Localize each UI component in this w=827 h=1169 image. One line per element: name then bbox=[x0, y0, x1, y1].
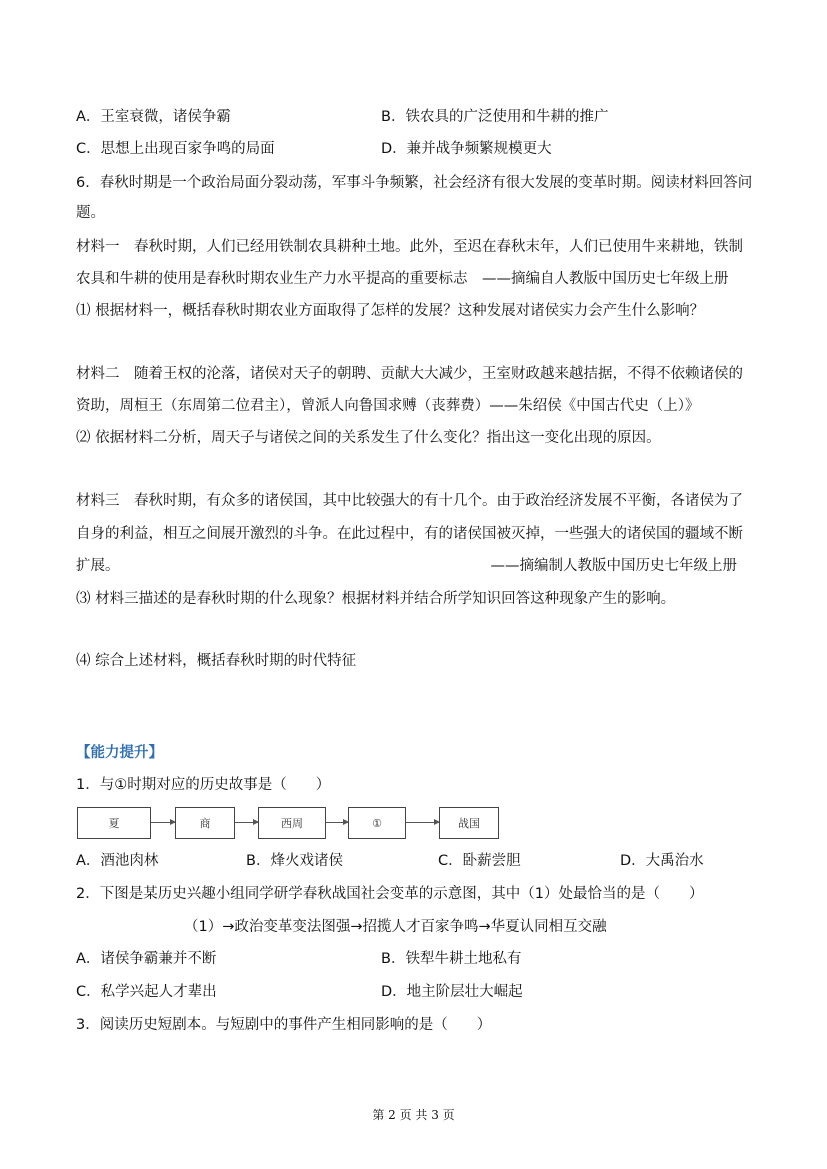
q5-option-c: C．思想上出现百家争鸣的局面 bbox=[76, 141, 275, 157]
q6-sub1: ⑴ 根据材料一，概括春秋时期农业方面取得了怎样的发展？这种发展对诸侯实力会产生什么影响？ bbox=[76, 303, 705, 319]
timeline-box-zhanguo: 战国 bbox=[439, 807, 499, 839]
ab-q2-option-d: D．地主阶层壮大崛起 bbox=[381, 984, 523, 1000]
ab-q1-option-d: D．大禹治水 bbox=[620, 853, 704, 869]
ab-q1-option-b: B．烽火戏诸侯 bbox=[246, 853, 343, 869]
timeline-box-xizhou: 西周 bbox=[258, 807, 326, 839]
timeline-arrow bbox=[326, 822, 348, 823]
q6-sub2: ⑵ 依据材料二分析，周天子与诸侯之间的关系发生了什么变化？指出这一变化出现的原因。 bbox=[76, 430, 661, 446]
ab-q2-option-a: A．诸侯争霸兼并不断 bbox=[76, 951, 217, 967]
ab-q2-flow: （1）→政治变革变法图强→招揽人才百家争鸣→华夏认同相互交融 bbox=[184, 919, 607, 935]
q6-material2-line1: 材料二 随着王权的沦落，诸侯对天子的朝聘、贡献大大减少，王室财政越来越拮据，不得不依赖诸侯的 bbox=[76, 366, 743, 382]
q6-stem-line1: 6．春秋时期是一个政治局面分裂动荡，军事斗争频繁，社会经济有很大发展的变革时期。阅读材料回答问 bbox=[76, 175, 753, 191]
q6-stem-line2: 题。 bbox=[76, 205, 105, 221]
q6-material1-line2: 农具和牛耕的使用是春秋时期农业生产力水平提高的重要标志 ——摘编自人教版中国历史七年级上册 bbox=[76, 271, 729, 287]
q6-material3-line1: 材料三 春秋时期，有众多的诸侯国，其中比较强大的有十几个。由于政治经济发展不平衡，各诸侯为了 bbox=[76, 493, 743, 509]
q5-option-a: A．王室衰微，诸侯争霸 bbox=[76, 109, 231, 125]
q6-material3-line3: 扩展。 bbox=[76, 558, 120, 574]
q5-option-d: D．兼并战争频繁规模更大 bbox=[381, 141, 552, 157]
q6-material2-line2: 资助，周桓王（东周第二位君主），曾派人向鲁国求赙（丧葬费）——朱绍侯《中国古代史（上）》 bbox=[76, 398, 700, 414]
q6-sub4: ⑷ 综合上述材料，概括春秋时期的时代特征 bbox=[76, 653, 357, 669]
section-heading: 【能力提升】 bbox=[76, 745, 163, 761]
q5-option-b: B．铁农具的广泛使用和牛耕的推广 bbox=[381, 109, 609, 125]
timeline-box-xia: 夏 bbox=[77, 807, 151, 839]
page-footer: 第 2 页 共 3 页 bbox=[372, 1108, 455, 1122]
timeline-arrow bbox=[151, 822, 175, 823]
ab-q2-option-b: B．铁犁牛耕土地私有 bbox=[381, 951, 522, 967]
timeline-arrow bbox=[406, 822, 439, 823]
q6-material3-source: ——摘编制人教版中国历史七年级上册 bbox=[490, 558, 737, 574]
ab-q2-option-c: C．私学兴起人才辈出 bbox=[76, 984, 217, 1000]
ab-q2-stem: 2．下图是某历史兴趣小组同学研学春秋战国社会变革的示意图，其中（1）处最恰当的是（ ） bbox=[76, 886, 704, 902]
timeline-box-shang: 商 bbox=[175, 807, 235, 839]
q6-sub3: ⑶ 材料三描述的是春秋时期的什么现象？根据材料并结合所学知识回答这种现象产生的影响。 bbox=[76, 591, 676, 607]
ab-q1-option-a: A．酒池肉林 bbox=[76, 853, 159, 869]
ab-q1-option-c: C．卧薪尝胆 bbox=[438, 853, 521, 869]
ab-q3-stem: 3．阅读历史短剧本。与短剧中的事件产生相同影响的是（ ） bbox=[76, 1017, 492, 1033]
q6-material1-line1: 材料一 春秋时期，人们已经用铁制农具耕种土地。此外，至迟在春秋末年，人们已使用牛来耕地，铁制 bbox=[76, 239, 743, 255]
q6-material3-line2: 自身的利益，相互之间展开激烈的斗争。在此过程中，有的诸侯国被灭掉，一些强大的诸侯国的疆域不断 bbox=[76, 526, 743, 542]
timeline-arrow bbox=[235, 822, 258, 823]
ab-q1-stem: 1．与①时期对应的历史故事是（ ） bbox=[76, 777, 331, 793]
timeline-box-period1: ① bbox=[348, 807, 406, 839]
